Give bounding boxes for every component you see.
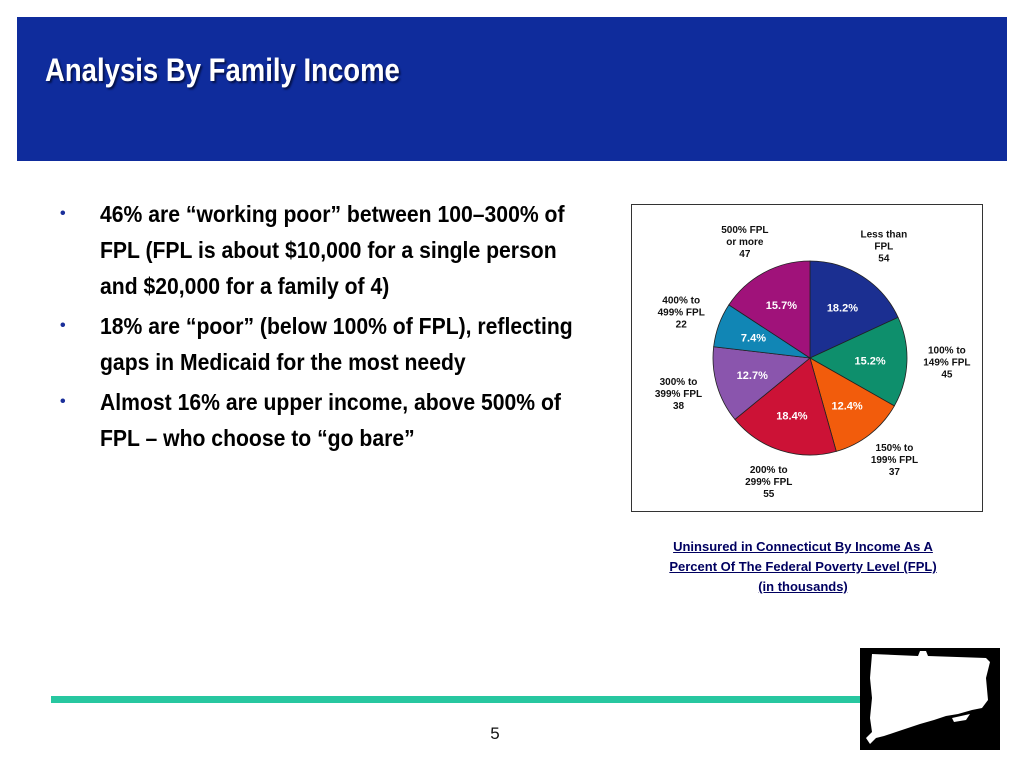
slice-category-label: 150% to 199% FPL 37 [870, 443, 919, 479]
title-banner [17, 17, 1007, 161]
bullet-text: Almost 16% are upper income, above 500% of FPL – who choose to “go bare” [100, 389, 561, 451]
caption-line: Uninsured in Connecticut By Income As A [673, 539, 933, 554]
bullet-text: 46% are “working poor” between 100–300% of FPL (FPL is about $10,000 for a single person and $20,000 for a family of 4) [100, 201, 565, 299]
bullet-marker: • [60, 317, 66, 334]
slice-percent-label: 12.4% [831, 400, 863, 413]
slice-category-label: 100% to 149% FPL 45 [923, 345, 971, 381]
chart-caption [640, 537, 966, 597]
slice-category-label: 300% to 399% FPL 38 [654, 376, 703, 412]
slice-category-label: 500% FPL or more 47 [721, 224, 769, 260]
caption-line: (in thousands) [758, 579, 848, 594]
page-number: 5 [490, 724, 500, 743]
slice-category-label: 200% to 299% FPL 55 [745, 464, 793, 500]
bullet-list [60, 196, 580, 460]
slice-percent-label: 15.7% [765, 300, 798, 313]
caption-line: Percent Of The Federal Poverty Level (FPL) [669, 559, 937, 574]
pie-chart-frame [631, 204, 983, 512]
pie-chart [632, 205, 982, 511]
bullet-item [60, 384, 580, 456]
bullet-marker: • [60, 393, 66, 410]
bullet-marker: • [60, 205, 66, 222]
bullet-text: 18% are “poor” (below 100% of FPL), reflecting gaps in Medicaid for the most needy [100, 313, 573, 375]
slice-percent-label: 12.7% [736, 369, 768, 382]
bullet-item [60, 308, 580, 380]
connecticut-map-icon [860, 648, 1000, 750]
bullet-item [60, 196, 580, 304]
slice-category-label: Less than FPL 54 [860, 229, 908, 265]
slice-percent-label: 7.4% [740, 332, 767, 345]
slide-title: Analysis By Family Income [45, 52, 400, 88]
slice-percent-label: 18.2% [826, 302, 859, 315]
footer-rule [51, 696, 899, 703]
slice-percent-label: 18.4% [776, 410, 808, 423]
slice-percent-label: 15.2% [854, 355, 886, 368]
slice-category-label: 400% to 499% FPL 22 [657, 295, 705, 331]
